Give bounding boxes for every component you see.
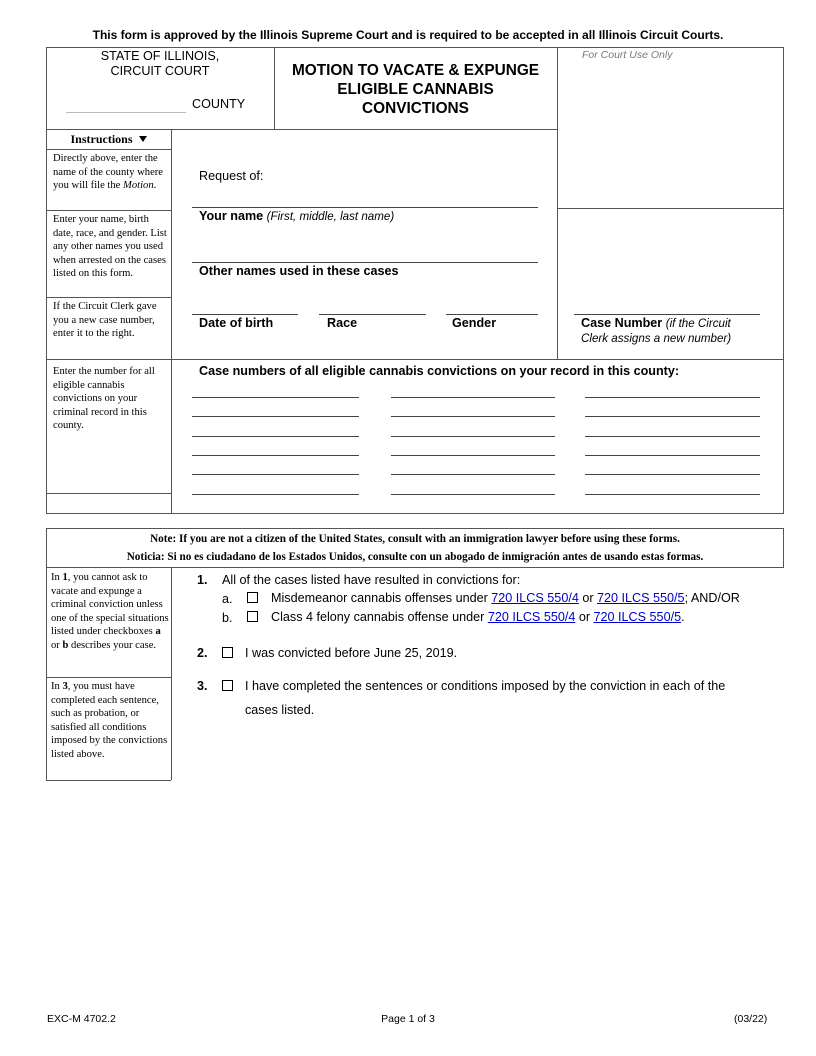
case-number-line-2-3[interactable] xyxy=(585,416,760,417)
sn1-g: describes your case. xyxy=(68,639,157,651)
your-name-hint: (First, middle, last name) xyxy=(266,210,395,223)
county-label: COUNTY xyxy=(192,97,246,111)
instruction-county-post: . xyxy=(153,180,157,192)
sn1-b: 1 xyxy=(62,572,68,583)
item-1b-or: or xyxy=(575,610,594,624)
case-number-text: Case Number xyxy=(581,316,663,330)
instruction-county-em: Motion xyxy=(123,180,154,192)
case-number-line-4-3[interactable] xyxy=(585,455,760,456)
case-number-line-1-3[interactable] xyxy=(585,397,760,398)
item-1b-label: b. xyxy=(222,611,233,625)
your-name-label xyxy=(199,209,394,223)
case-number-line-4-2[interactable] xyxy=(391,455,555,456)
form-id: EXC-M 4702.2 xyxy=(47,1013,116,1025)
sn1-a: In xyxy=(51,572,63,583)
side-note-item1 xyxy=(51,571,169,653)
race-label: Race xyxy=(327,316,358,330)
item-1-text: All of the cases listed have resulted in convictions for: xyxy=(222,573,521,587)
court-use-label: For Court Use Only xyxy=(582,49,673,61)
item-3-text-line-1: I have completed the sentences or conditions imposed by the conviction in each of the xyxy=(245,679,726,693)
sn1-e: or xyxy=(51,639,63,651)
case-number-line-5-2[interactable] xyxy=(391,474,555,475)
item-2-text: I was convicted before June 25, 2019. xyxy=(245,646,458,660)
court-heading xyxy=(46,49,274,79)
page-number: Page 1 of 3 xyxy=(381,1013,435,1025)
case-number-line-2-1[interactable] xyxy=(192,416,359,417)
sn1-d: a xyxy=(155,626,161,638)
case-number-line-1-1[interactable] xyxy=(192,397,359,398)
checkbox-convicted-before[interactable] xyxy=(222,647,233,658)
case-number-line-6-1[interactable] xyxy=(192,494,359,495)
case-number-line-1-2[interactable] xyxy=(391,397,555,398)
request-of-label: Request of: xyxy=(199,169,264,183)
instruction-case-list: Enter the number for all eligible cannabis convictions on your criminal record in this county. xyxy=(53,366,155,432)
instruction-case-number: If the Circuit Clerk gave you a new case number, enter it to the right. xyxy=(53,301,157,340)
case-number-label xyxy=(581,316,731,346)
title-line-2: ELIGIBLE CANNABIS xyxy=(337,81,494,98)
case-number-line-3-1[interactable] xyxy=(192,436,359,437)
dob-label: Date of birth xyxy=(199,316,274,330)
case-number-line-5-3[interactable] xyxy=(585,474,760,475)
instruction-name: Enter your name, birth date, race, and gender. List any other names you used when arrested on the cases listed on this form. xyxy=(53,214,167,280)
gender-field[interactable] xyxy=(446,314,538,315)
case-number-line-3-3[interactable] xyxy=(585,436,760,437)
county-name-field[interactable] xyxy=(66,112,186,113)
your-name-text: Your name xyxy=(199,209,264,223)
sn1-f: b xyxy=(62,639,69,651)
item-3-text-line-2: cases listed. xyxy=(245,703,315,717)
other-names-field[interactable] xyxy=(192,262,538,263)
link-720-ilcs-550-5-a[interactable]: 720 ILCS 550/5 xyxy=(597,591,685,605)
title-line-1: MOTION TO VACATE & EXPUNGE xyxy=(291,62,540,79)
case-number-line-2-2[interactable] xyxy=(391,416,555,417)
link-720-ilcs-550-4-a[interactable]: 720 ILCS 550/4 xyxy=(491,591,579,605)
request-of-field[interactable] xyxy=(192,207,538,208)
case-number-line-6-2[interactable] xyxy=(391,494,555,495)
checkbox-completed-sentences[interactable] xyxy=(222,680,233,691)
form-title xyxy=(274,61,557,118)
circuit-court-line: CIRCUIT COURT xyxy=(110,64,210,78)
checkbox-felony[interactable] xyxy=(247,611,258,622)
case-number-line-5-1[interactable] xyxy=(192,474,359,475)
case-number-line-6-3[interactable] xyxy=(585,494,760,495)
instructions-header[interactable] xyxy=(46,132,171,147)
item-2-number: 2. xyxy=(197,646,208,660)
case-numbers-label: Case numbers of all eligible cannabis convictions on your record in this county: xyxy=(199,364,680,378)
case-number-line-3-2[interactable] xyxy=(391,436,555,437)
race-field[interactable] xyxy=(319,314,426,315)
item-1a-or: or xyxy=(578,591,598,605)
top-notice: This form is approved by the Illinois Supreme Court and is required to be accepted in all Illinois Circuit Courts. xyxy=(92,28,724,42)
side-note-item3 xyxy=(51,680,169,762)
case-number-hint-2: Clerk assigns a new number) xyxy=(581,332,732,345)
item-1b-text xyxy=(271,610,685,624)
instruction-county-text: Directly above, enter the name of the county where you will file the xyxy=(53,153,164,192)
gender-label: Gender xyxy=(452,316,497,330)
link-720-ilcs-550-4-b[interactable]: 720 ILCS 550/4 xyxy=(487,610,576,624)
triangle-down-icon xyxy=(139,136,147,142)
sn3-b: 3 xyxy=(62,681,68,692)
instructions-label: Instructions xyxy=(70,132,133,146)
title-line-3: CONVICTIONS xyxy=(362,100,469,117)
item-1-number: 1. xyxy=(197,573,208,587)
item-1b-tail: . xyxy=(681,610,685,624)
case-number-hint-1: (if the Circuit xyxy=(665,317,731,330)
item-1a-tail: ; AND/OR xyxy=(684,591,740,605)
item-1a-desc: Misdemeanor cannabis offenses under xyxy=(271,591,492,605)
case-number-field[interactable] xyxy=(574,314,760,315)
revision-date: (03/22) xyxy=(734,1013,768,1025)
sn1-c: , you cannot ask to vacate and expunge a criminal conviction unless one of the special situations listed under checkboxes xyxy=(51,572,169,638)
sn3-a: In xyxy=(51,681,63,692)
item-1a-text xyxy=(271,591,740,605)
sn3-c: , you must have completed each sentence, such as probation, or satisfied all conditions imposed by the convictions listed above. xyxy=(51,681,168,760)
item-1b-desc: Class 4 felony cannabis offense under xyxy=(271,610,488,624)
item-3-number: 3. xyxy=(197,679,208,693)
link-720-ilcs-550-5-b[interactable]: 720 ILCS 550/5 xyxy=(593,610,682,624)
immigration-note-english: Note: If you are not a citizen of the United States, consult with an immigration lawyer before using these forms. xyxy=(150,533,680,545)
state-line: STATE OF ILLINOIS, xyxy=(100,49,220,63)
checkbox-misdemeanor[interactable] xyxy=(247,592,258,603)
immigration-note-spanish: Noticia: Si no es ciudadano de los Estados Unidos, consulte con un abogado de inmigración antes de usando estas formas. xyxy=(126,551,704,563)
item-1a-label: a. xyxy=(222,592,233,606)
dob-field[interactable] xyxy=(192,314,298,315)
case-number-line-4-1[interactable] xyxy=(192,455,359,456)
other-names-label: Other names used in these cases xyxy=(199,264,399,278)
instruction-county xyxy=(53,152,169,193)
